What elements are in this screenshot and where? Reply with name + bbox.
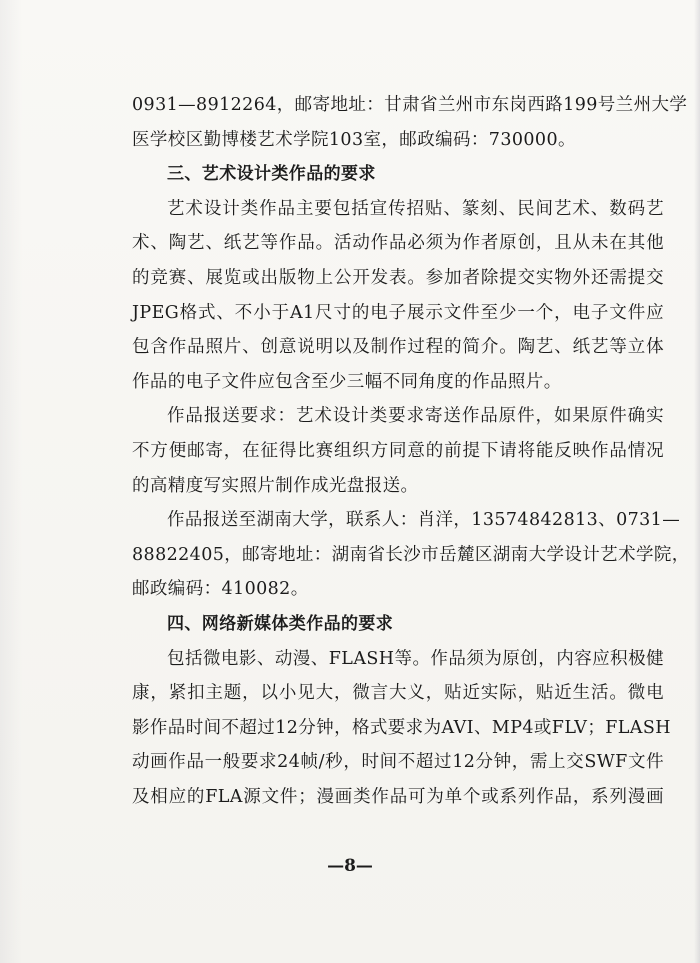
text-line: 作品报送要求：艺术设计类要求寄送作品原件，如果原件确实 [167, 406, 664, 427]
text-line: 作品报送至湖南大学，联系人：肖洋，13574842813、0731— [167, 510, 681, 531]
scan-edge [694, 0, 700, 963]
text-line: 不方便邮寄，在征得比赛组织方同意的前提下请将能反映作品情况 [132, 440, 664, 461]
text-line: 影作品时间不超过12分钟，格式要求为AVI、MP4或FLV；FLASH [132, 717, 671, 738]
text-line: 0931—8912264，邮寄地址：甘肃省兰州市东岗西路199号兰州大学 [132, 95, 688, 115]
document-body [132, 88, 690, 814]
text-line: 术、陶艺、纸艺等作品。活动作品必须为作者原创，且从未在其他 [132, 233, 664, 254]
text-line: 康，紧扣主题，以小见大，微言大义，贴近实际，贴近生活。微电 [132, 683, 664, 704]
section-heading-art-design: 三、艺术设计类作品的要求 [167, 164, 376, 185]
text-line: 艺术设计类作品主要包括宣传招贴、篆刻、民间艺术、数码艺 [167, 198, 664, 219]
text-line: 88822405，邮寄地址：湖南省长沙市岳麓区湖南大学设计艺术学院， [132, 544, 690, 565]
text-line: 动画作品一般要求24帧/秒，时间不超过12分钟，需上交SWF文件 [132, 752, 664, 773]
text-line: JPEG格式、不小于A1尺寸的电子展示文件至少一个，电子文件应 [132, 302, 664, 323]
text-line: 作品的电子文件应包含至少三幅不同角度的作品照片。 [132, 371, 562, 392]
text-line: 及相应的FLA源文件；漫画类作品可为单个或系列作品，系列漫画 [132, 786, 664, 807]
text-line: 包含作品照片、创意说明以及制作过程的简介。陶艺、纸艺等立体 [132, 337, 664, 358]
text-line: 的高精度写实照片制作成光盘报送。 [132, 475, 419, 496]
text-line: 包括微电影、动漫、FLASH等。作品须为原创，内容应积极健 [167, 648, 664, 669]
page-number: —8— [327, 856, 373, 876]
text-line: 医学校区勤博楼艺术学院103室，邮政编码：730000。 [132, 129, 576, 150]
text-line: 邮政编码：410082。 [132, 579, 309, 600]
text-line: 的竞赛、展览或出版物上公开发表。参加者除提交实物外还需提交 [132, 267, 664, 288]
section-heading-new-media: 四、网络新媒体类作品的要求 [167, 613, 394, 634]
